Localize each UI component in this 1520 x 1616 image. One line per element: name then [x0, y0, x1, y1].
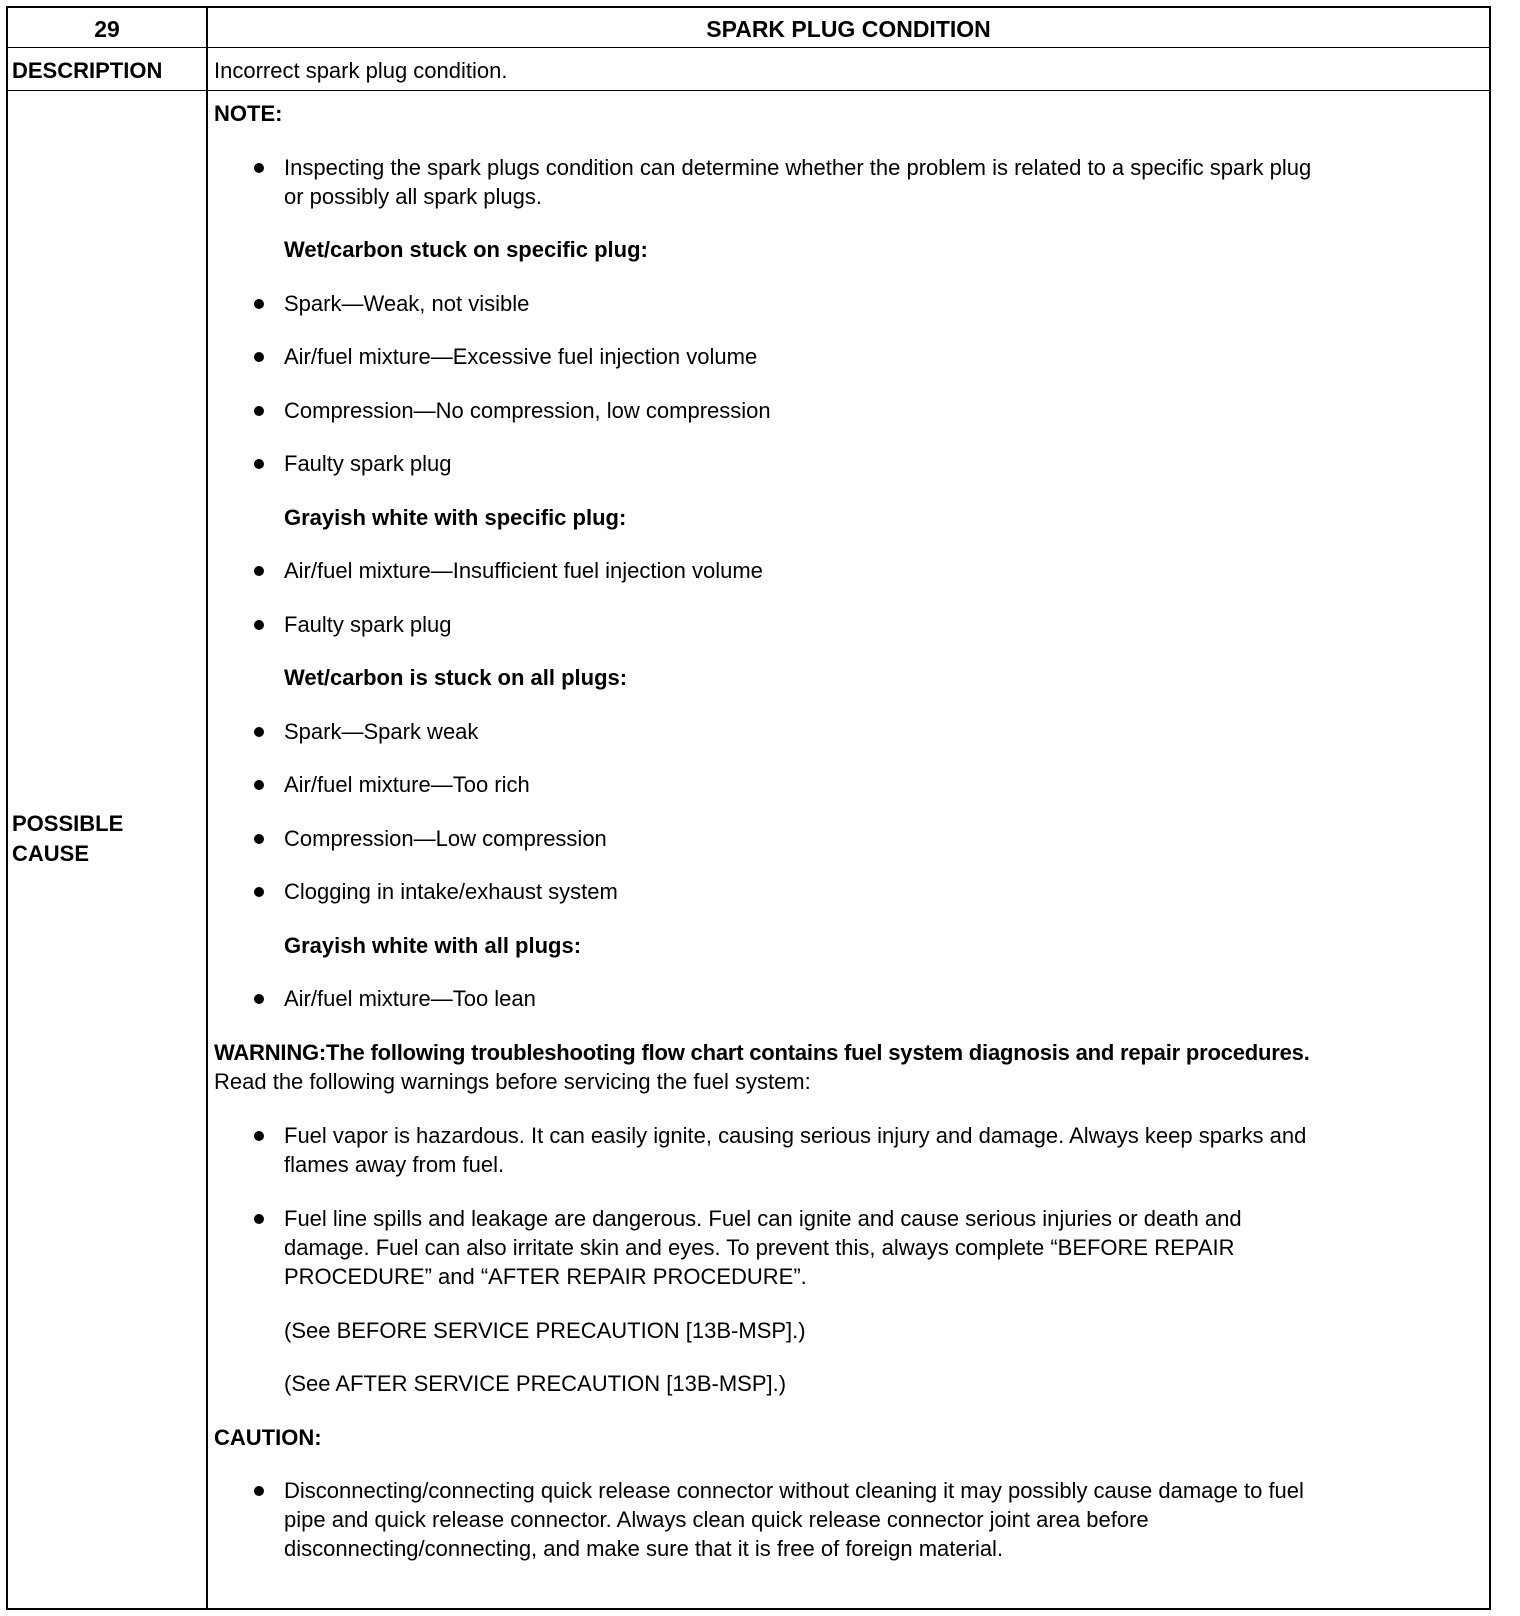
description-text: Incorrect spark plug condition. — [214, 58, 508, 83]
list-item-text: Faulty spark plug — [284, 612, 452, 637]
caution-heading: CAUTION: — [214, 1425, 322, 1450]
possible-cause-label-line1: POSSIBLE — [12, 811, 124, 836]
list-item-text: Air/fuel mixture—Too rich — [284, 772, 530, 797]
list-item-text: Air/fuel mixture—Excessive fuel injection volume — [284, 344, 758, 369]
bullet-icon — [254, 887, 264, 897]
see-after-reference: (See AFTER SERVICE PRECAUTION [13B-MSP].) — [284, 1371, 787, 1396]
list-item-text: Spark—Spark weak — [284, 719, 479, 744]
possible-cause-row — [8, 91, 1489, 1608]
bullet-icon — [254, 994, 264, 1004]
list-item-text: Air/fuel mixture—Insufficient fuel injection volume — [284, 558, 763, 583]
spark-plug-condition-table — [6, 6, 1491, 1610]
bullet-icon — [254, 1486, 264, 1496]
group-heading: Wet/carbon stuck on specific plug: — [284, 237, 648, 262]
warning-bullet-line: Fuel vapor is hazardous. It can easily ignite, causing serious injury and damage. Always keep sparks and — [284, 1123, 1307, 1148]
note-bullet-line: Inspecting the spark plugs condition can determine whether the problem is related to a specific spark plug — [284, 155, 1312, 180]
list-item-text: Air/fuel mixture—Too lean — [284, 986, 536, 1011]
note-heading: NOTE: — [214, 101, 283, 126]
header-row — [8, 8, 1489, 48]
bullet-icon — [254, 620, 264, 630]
group-heading: Grayish white with all plugs: — [284, 933, 582, 958]
list-item-text: Clogging in intake/exhaust system — [284, 879, 618, 904]
warning-bullet-line: PROCEDURE” and “AFTER REPAIR PROCEDURE”. — [284, 1264, 807, 1289]
description-row — [8, 48, 1489, 91]
warning-bullet-line: flames away from fuel. — [284, 1152, 505, 1177]
possible-cause-content — [214, 91, 1481, 1608]
caution-bullet-line: disconnecting/connecting, and make sure that it is free of foreign material. — [284, 1536, 1004, 1561]
bullet-icon — [254, 299, 264, 309]
see-before-reference: (See BEFORE SERVICE PRECAUTION [13B-MSP].) — [284, 1318, 806, 1343]
warning-bullet-line: damage. Fuel can also irritate skin and eyes. To prevent this, always complete “BEFORE REPAIR — [284, 1235, 1235, 1260]
possible-cause-label — [12, 809, 123, 869]
list-item-text: Compression—No compression, low compression — [284, 398, 771, 423]
group-heading: Grayish white with specific plug: — [284, 505, 627, 530]
description-label: DESCRIPTION — [12, 58, 163, 83]
bullet-icon — [254, 834, 264, 844]
bullet-icon — [254, 1131, 264, 1141]
caution-bullet-line: Disconnecting/connecting quick release connector without cleaning it may possibly cause damage to fuel — [284, 1478, 1304, 1503]
bullet-icon — [254, 352, 264, 362]
bullet-icon — [254, 459, 264, 469]
troubleshooting-number: 29 — [94, 16, 120, 42]
note-bullet-line: or possibly all spark plugs. — [284, 184, 543, 209]
bullet-icon — [254, 727, 264, 737]
bullet-icon — [254, 566, 264, 576]
bullet-icon — [254, 406, 264, 416]
list-item-text: Spark—Weak, not visible — [284, 291, 530, 316]
possible-cause-label-line2: CAUSE — [12, 841, 90, 866]
bullet-icon — [254, 780, 264, 790]
bullet-icon — [254, 1214, 264, 1224]
page-title: SPARK PLUG CONDITION — [706, 16, 991, 42]
bullet-icon — [254, 163, 264, 173]
warning-text: Read the following warnings before servicing the fuel system: — [214, 1069, 811, 1094]
list-item-text: Faulty spark plug — [284, 451, 452, 476]
warning-heading: WARNING:The following troubleshooting flow chart contains fuel system diagnosis and repair procedures. — [214, 1040, 1310, 1065]
warning-block — [214, 1038, 1481, 1096]
list-item-text: Compression—Low compression — [284, 826, 607, 851]
group-heading: Wet/carbon is stuck on all plugs: — [284, 665, 628, 690]
caution-bullet-line: pipe and quick release connector. Always clean quick release connector joint area before — [284, 1507, 1149, 1532]
warning-bullet-line: Fuel line spills and leakage are dangerous. Fuel can ignite and cause serious injuries or death and — [284, 1206, 1242, 1231]
